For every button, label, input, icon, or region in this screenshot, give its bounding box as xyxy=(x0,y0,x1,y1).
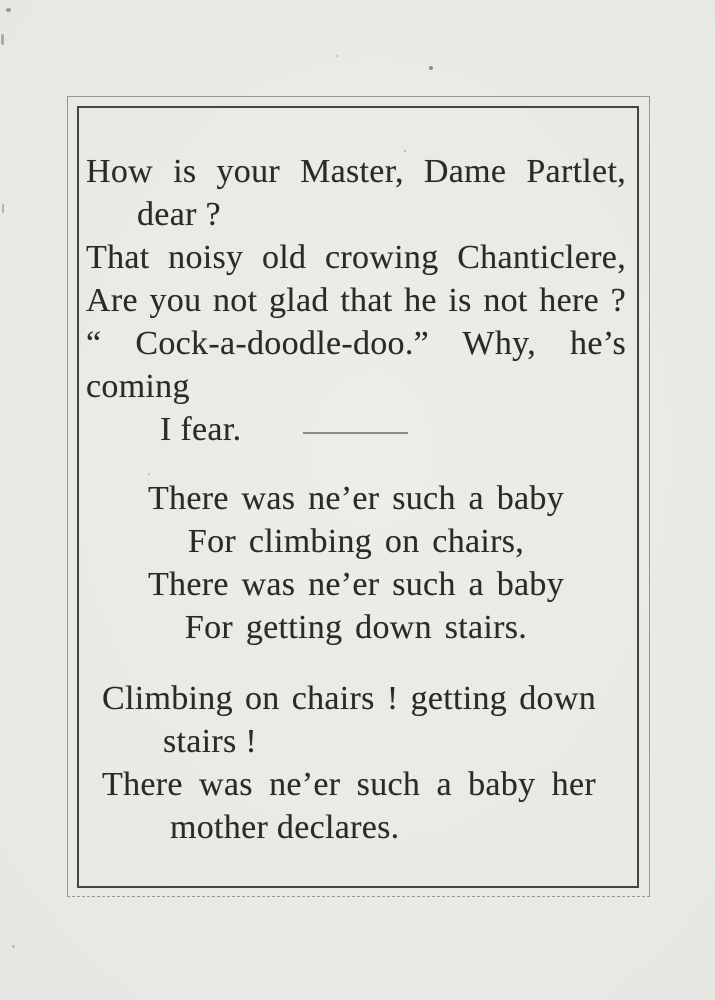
stanza-2 xyxy=(86,477,626,649)
verse-line: For climbing on chairs, xyxy=(187,523,525,560)
verse-line: For getting down stairs. xyxy=(184,609,528,646)
verse-line: That noisy old crowing Chanticlere, xyxy=(86,239,626,276)
ink-speckle xyxy=(12,945,15,948)
verse-line: How is your Master, Dame Partlet, xyxy=(86,153,626,190)
ink-speckle xyxy=(404,150,406,152)
verse-line: There was ne’er such a baby xyxy=(147,566,565,603)
verse-line: stairs ! xyxy=(163,723,257,760)
stanza-3 xyxy=(102,677,596,849)
verse-line: There was ne’er such a baby xyxy=(147,480,565,517)
verse-line: mother declares. xyxy=(170,809,400,846)
ink-speckle xyxy=(336,55,338,57)
verse-line: I fear. xyxy=(160,411,242,448)
ink-speckle xyxy=(2,204,4,213)
verse-line: There was ne’er such a baby her xyxy=(102,766,596,803)
verse-line: dear ? xyxy=(137,196,221,233)
ink-speckle xyxy=(1,34,4,45)
ink-speckle xyxy=(429,66,433,70)
verse-line: “ Cock-a-doodle-doo.” Why, he’s coming xyxy=(86,325,626,405)
verse-line: Climbing on chairs ! getting down xyxy=(102,680,596,717)
stanza-divider-rule xyxy=(303,432,408,434)
stanza-1 xyxy=(86,150,626,451)
ink-speckle xyxy=(148,473,150,475)
ink-speckle xyxy=(6,8,11,12)
verse-line: Are you not glad that he is not here ? xyxy=(86,282,626,319)
